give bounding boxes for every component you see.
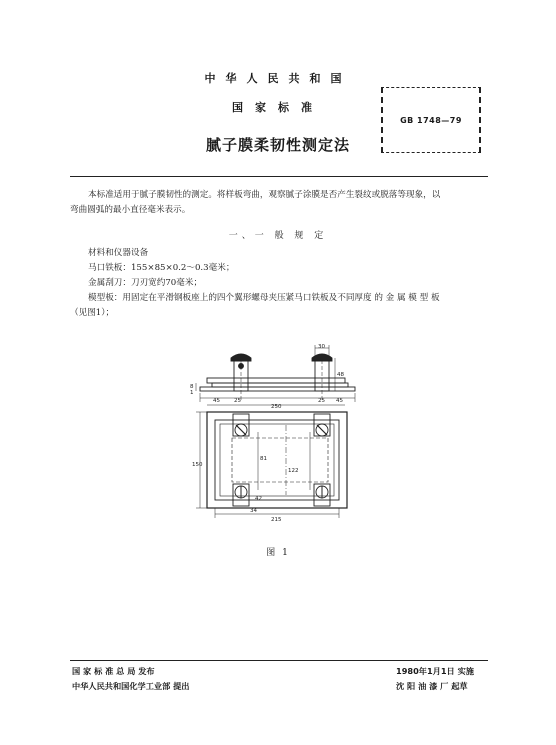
dim-215: 215 (271, 517, 282, 523)
dim-250: 250 (271, 404, 282, 410)
header-rule (70, 176, 488, 177)
standard-number: GB 1748—79 (400, 116, 462, 125)
intro-line-1: 本标准适用于腻子膜韧性的测定。将样板弯曲，观察腻子涂膜是否产生裂纹或脱落等现象，以 (88, 190, 441, 200)
dim-48: 48 (337, 372, 344, 378)
tinplate (212, 383, 348, 387)
clamp-top-left (233, 414, 249, 436)
country-name: 中华人民共和国 (204, 72, 352, 85)
dim-25-right: 25 (318, 398, 325, 404)
tinplate-plan (215, 420, 339, 500)
clamp-bottom-left (233, 484, 249, 506)
base-plate-plan (207, 412, 347, 508)
figure-1-drawing (180, 338, 380, 530)
dim-122: 122 (288, 468, 299, 474)
mold-plate-top (207, 378, 345, 383)
footer-drafter: 沈 阳 油 漆 厂 起草 (396, 681, 468, 691)
footer-issuer: 国 家 标 准 总 局 发布 (72, 666, 155, 676)
materials-heading: 材料和仪器设备 (88, 248, 149, 258)
section-title: 一、一 般 规 定 (228, 231, 328, 241)
intro-line-2: 弯曲圆弧的最小直径毫米表示。 (70, 205, 191, 215)
dim-25-left: 25 (234, 398, 241, 404)
standard-type: 国家标准 (232, 101, 324, 114)
footer-proposer: 中华人民共和国化学工业部 提出 (72, 681, 190, 691)
dim-1: 1 (190, 390, 194, 396)
inner-dashed-region (232, 438, 328, 482)
clamp-bottom-right (314, 484, 330, 506)
document-title: 腻子膜柔韧性测定法 (205, 136, 350, 154)
item-mold-line-1: 模型板：用固定在平滑钢板座上的四个翼形螺母夹压紧马口铁板及不同厚度 的 金 属 模 型 板 (88, 293, 440, 303)
dim-150: 150 (192, 462, 203, 468)
figure-caption: 图 1 (266, 548, 290, 558)
dim-45-right: 45 (336, 398, 343, 404)
item-knife: 金属刮刀：刀刃宽约70毫米； (88, 278, 203, 288)
clamp-top-right (314, 414, 330, 436)
steel-base (200, 387, 355, 391)
item-tinplate: 马口铁板：155×85×0.2～0.3毫米； (88, 263, 235, 273)
dim-30: 30 (318, 344, 325, 350)
dim-45-left: 45 (213, 398, 220, 404)
footer-effective-date: 1980年1月1日 实施 (396, 666, 474, 676)
dim-8: 8 (190, 384, 194, 390)
footer-rule (70, 660, 488, 661)
dim-81: 81 (260, 456, 267, 462)
item-mold-line-2: （见图1）； (70, 308, 115, 318)
dim-42: 42 (255, 496, 262, 502)
dim-34: 34 (250, 508, 257, 514)
